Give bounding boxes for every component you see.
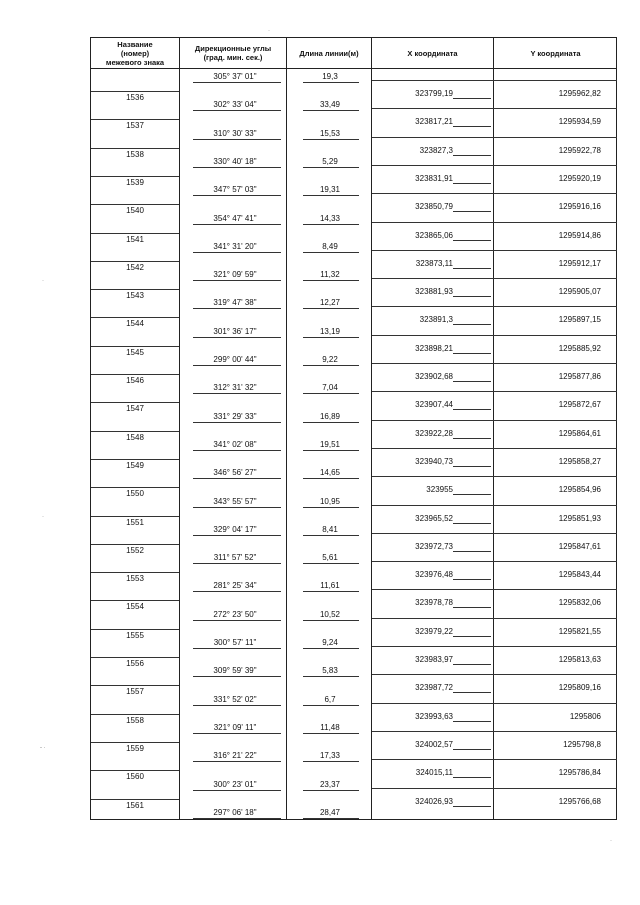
x-coordinate: 323850,79 (415, 202, 453, 212)
x-coordinate: 323799,19 (415, 89, 453, 98)
x-coordinate: 323922,28 (415, 428, 453, 438)
segment-length: 28,47 (319, 807, 341, 817)
mark-name: 1552 (126, 545, 144, 555)
table-row-divider (372, 306, 617, 307)
segment-angle: 354° 47' 41" (213, 213, 257, 223)
table-header-row (91, 38, 616, 69)
x-underline (453, 381, 491, 382)
segment-length: 12,27 (319, 298, 341, 308)
x-underline (453, 183, 491, 184)
x-coordinate: 323831,91 (415, 173, 453, 183)
column-divider (179, 38, 180, 819)
segment-angle: 331° 29' 33" (213, 411, 257, 421)
mark-name: 1541 (126, 234, 144, 244)
segment-length: 14,65 (319, 468, 341, 478)
y-coordinate: 1295922,78 (558, 145, 601, 155)
y-coordinate: 1295920,19 (558, 173, 601, 183)
segment-underline (303, 648, 359, 649)
segment-angle: 300° 57' 11" (213, 638, 257, 647)
table-row-divider (372, 335, 617, 336)
table-row-divider (91, 402, 179, 403)
mark-name: 1561 (126, 800, 144, 810)
y-coordinate: 1295864,61 (558, 428, 601, 438)
table-row-divider (91, 714, 179, 715)
segment-underline (303, 308, 359, 309)
y-coordinate: 1295786,84 (558, 768, 601, 778)
segment-angle: 329° 04' 17" (213, 524, 257, 534)
table-row-divider (91, 799, 179, 800)
segment-underline (193, 733, 281, 734)
scan-speck: · (610, 838, 612, 844)
segment-underline (303, 252, 359, 253)
table-row-divider (91, 204, 179, 205)
segment-underline (303, 535, 359, 536)
segment-length: 10,52 (319, 609, 341, 619)
table-row-divider (372, 731, 617, 732)
segment-underline (193, 393, 281, 394)
segment-underline (303, 139, 359, 140)
x-underline (453, 98, 491, 99)
segment-underline (303, 450, 359, 451)
table-row-divider (91, 261, 179, 262)
segment-underline (193, 761, 281, 762)
table-row-divider (372, 80, 617, 81)
segment-angle: 347° 57' 03" (213, 185, 257, 195)
segment-underline (193, 365, 281, 366)
x-coordinate: 323898,21 (415, 343, 453, 353)
table-row-divider (372, 108, 617, 109)
mark-name: 1546 (126, 376, 144, 385)
table-row-divider (372, 646, 617, 647)
scan-speck: · (42, 278, 44, 284)
table-row-divider (91, 289, 179, 290)
table-row-divider (372, 703, 617, 704)
y-coordinate: 1295962,82 (558, 89, 601, 98)
x-underline (453, 636, 491, 637)
table-row-divider (372, 420, 617, 421)
x-underline (453, 494, 491, 495)
segment-angle: 281° 25' 34" (213, 581, 257, 591)
table-row-divider (372, 193, 617, 194)
y-coordinate: 1295821,55 (558, 626, 601, 636)
segment-underline (193, 620, 281, 621)
y-coordinate: 1295832,06 (558, 598, 601, 608)
mark-name: 1543 (126, 291, 144, 301)
segment-underline (193, 478, 281, 479)
segment-underline (303, 591, 359, 592)
x-coordinate: 323865,06 (415, 230, 453, 240)
segment-underline (193, 450, 281, 451)
x-underline (453, 155, 491, 156)
segment-angle: 301° 36' 17" (213, 326, 257, 336)
segment-angle: 309° 59' 39" (213, 666, 257, 676)
y-coordinate: 1295912,17 (558, 258, 601, 268)
segment-angle: 316° 21' 22" (213, 751, 257, 761)
table-row-divider (91, 459, 179, 460)
table-row-divider (372, 788, 617, 789)
table-row-divider (91, 119, 179, 120)
segment-length: 11,32 (320, 270, 340, 280)
segment-underline (303, 478, 359, 479)
segment-length: 19,3 (322, 72, 338, 81)
y-coordinate: 1295872,67 (558, 400, 601, 410)
segment-underline (193, 563, 281, 564)
header-directional-angles: Дирекционные углы (град. мин. сек.) (194, 44, 272, 62)
table-row-divider (91, 317, 179, 318)
table-row-divider (91, 544, 179, 545)
header-y-coordinate: Y координата (530, 48, 581, 58)
mark-name: 1548 (126, 432, 144, 442)
y-coordinate: 1295885,92 (558, 343, 601, 353)
mark-name: 1556 (126, 659, 144, 668)
x-coordinate: 324002,57 (415, 739, 453, 749)
table-row-divider (91, 233, 179, 234)
x-underline (453, 268, 491, 269)
x-coordinate: 323902,68 (415, 372, 453, 381)
x-coordinate: 323817,21 (415, 117, 453, 127)
table-row-divider (372, 137, 617, 138)
mark-name: 1553 (126, 574, 144, 584)
segment-length: 8,41 (322, 524, 338, 534)
y-coordinate: 1295806 (569, 711, 601, 721)
table-row-divider (91, 148, 179, 149)
y-coordinate: 1295843,44 (558, 570, 601, 580)
x-coordinate: 323965,52 (415, 513, 453, 523)
segment-underline (303, 195, 359, 196)
mark-name: 1554 (126, 602, 144, 612)
mark-name: 1545 (126, 347, 144, 357)
x-coordinate: 323976,48 (415, 570, 453, 580)
segment-angle: 310° 30' 33" (213, 128, 257, 138)
segment-angle: 299° 00' 44" (213, 355, 257, 364)
table-row-divider (91, 572, 179, 573)
table-row-divider (91, 91, 179, 92)
table-row-divider (91, 487, 179, 488)
x-coordinate: 323955 (426, 485, 453, 495)
segment-underline (303, 818, 359, 819)
segment-length: 15,53 (319, 128, 341, 138)
table-row-divider (372, 448, 617, 449)
table-row-divider (91, 657, 179, 658)
table-row-divider (372, 363, 617, 364)
x-coordinate: 324026,93 (415, 796, 453, 806)
segment-underline (193, 224, 281, 225)
table-row-divider (91, 770, 179, 771)
table-row-divider (91, 629, 179, 630)
segment-angle: 319° 47' 38" (213, 298, 257, 308)
segment-underline (193, 705, 281, 706)
x-underline (453, 240, 491, 241)
segment-length: 23,37 (319, 779, 341, 789)
y-coordinate: 1295897,15 (558, 315, 601, 325)
x-underline (453, 523, 491, 524)
mark-name: 1536 (126, 93, 144, 102)
table-row-divider (372, 250, 617, 251)
segment-underline (303, 110, 359, 111)
header-x-coordinate: X координата (407, 48, 458, 58)
segment-underline (303, 705, 359, 706)
segment-underline (193, 591, 281, 592)
table-row-divider (372, 391, 617, 392)
segment-angle: 312° 31' 32" (213, 383, 257, 393)
table-row-divider (91, 742, 179, 743)
segment-length: 8,49 (322, 241, 338, 251)
x-underline (453, 438, 491, 439)
table-row-divider (372, 505, 617, 506)
segment-underline (193, 648, 281, 649)
table-row-divider (372, 674, 617, 675)
mark-name: 1540 (126, 206, 144, 216)
segment-underline (193, 422, 281, 423)
mark-name: 1542 (126, 262, 144, 272)
segment-underline (303, 280, 359, 281)
scan-speck: - · (40, 745, 46, 751)
x-coordinate: 323873,11 (415, 258, 453, 268)
mark-name: 1557 (126, 687, 144, 697)
segment-angle: 321° 09' 11" (213, 722, 257, 732)
segment-underline (193, 507, 281, 508)
x-underline (453, 409, 491, 410)
table-row-divider (91, 374, 179, 375)
x-coordinate: 323987,72 (415, 683, 453, 693)
segment-underline (303, 676, 359, 677)
segment-length: 11,61 (320, 581, 340, 591)
column-divider (286, 38, 287, 819)
segment-underline (303, 167, 359, 168)
x-coordinate: 323827,3 (419, 145, 453, 155)
segment-underline (303, 563, 359, 564)
segment-underline (193, 790, 281, 791)
mark-name: 1558 (126, 715, 144, 725)
segment-length: 5,29 (322, 156, 338, 166)
segment-underline (303, 507, 359, 508)
table-row-divider (91, 346, 179, 347)
x-coordinate: 323993,63 (415, 711, 453, 721)
segment-length: 19,51 (319, 439, 341, 449)
segment-angle: 331° 52' 02" (213, 694, 257, 704)
y-coordinate: 1295905,07 (558, 287, 601, 297)
x-underline (453, 664, 491, 665)
table-row-divider (372, 618, 617, 619)
segment-underline (193, 280, 281, 281)
segment-length: 14,33 (319, 213, 341, 223)
x-underline (453, 466, 491, 467)
segment-underline (193, 818, 281, 819)
x-underline (453, 551, 491, 552)
segment-underline (303, 337, 359, 338)
segment-angle: 297° 06' 18" (213, 807, 257, 817)
segment-underline (193, 337, 281, 338)
segment-length: 10,95 (319, 496, 341, 506)
table-row-divider (91, 516, 179, 517)
segment-underline (193, 535, 281, 536)
segment-length: 11,48 (320, 722, 340, 732)
y-coordinate: 1295798,8 (563, 739, 601, 749)
y-coordinate: 1295914,86 (558, 230, 601, 240)
table-row-divider (372, 589, 617, 590)
segment-underline (303, 761, 359, 762)
segment-underline (303, 620, 359, 621)
segment-length: 16,89 (319, 411, 341, 421)
segment-underline (303, 365, 359, 366)
segment-length: 13,19 (319, 326, 341, 336)
table-row-divider (372, 165, 617, 166)
mark-name: 1550 (126, 489, 144, 499)
x-coordinate: 324015,11 (415, 768, 453, 778)
scan-speck: · (42, 514, 44, 520)
x-underline (453, 692, 491, 693)
x-coordinate: 323891,3 (419, 315, 453, 325)
segment-underline (303, 790, 359, 791)
segment-angle: 346° 56' 27" (213, 468, 257, 478)
y-coordinate: 1295813,63 (558, 655, 601, 664)
segment-underline (303, 733, 359, 734)
segment-length: 33,49 (319, 100, 341, 110)
mark-name: 1549 (126, 460, 144, 470)
table-row-divider (91, 431, 179, 432)
table-row-divider (372, 222, 617, 223)
x-underline (453, 721, 491, 722)
segment-length: 6,7 (324, 694, 336, 704)
table-row-divider (91, 176, 179, 177)
boundary-coordinates-table (90, 37, 617, 820)
table-row-divider (372, 476, 617, 477)
mark-name: 1559 (126, 743, 144, 753)
table-row-divider (372, 278, 617, 279)
segment-angle: 341° 31' 20" (213, 241, 257, 251)
mark-name: 1538 (126, 149, 144, 159)
mark-name: 1537 (126, 121, 144, 131)
table-row-divider (91, 685, 179, 686)
y-coordinate: 1295916,16 (558, 202, 601, 212)
segment-underline (193, 252, 281, 253)
segment-angle: 302° 33' 04" (213, 100, 257, 110)
x-underline (453, 324, 491, 325)
segment-angle: 321° 09' 59" (213, 270, 257, 280)
x-underline (453, 749, 491, 750)
y-coordinate: 1295851,93 (558, 513, 601, 523)
y-coordinate: 1295854,96 (558, 485, 601, 495)
segment-underline (303, 393, 359, 394)
mark-name: 1547 (126, 404, 144, 414)
segment-length: 5,61 (322, 553, 338, 563)
table-row-divider (372, 759, 617, 760)
y-coordinate: 1295809,16 (558, 683, 601, 693)
segment-underline (193, 110, 281, 111)
segment-length: 5,83 (322, 666, 338, 676)
segment-underline (193, 82, 281, 83)
segment-length: 9,24 (322, 638, 338, 647)
segment-angle: 341° 02' 08" (213, 439, 257, 449)
segment-angle: 272° 23' 50" (213, 609, 257, 619)
table-row-divider (372, 533, 617, 534)
header-line-length: Длина линии(м) (299, 48, 359, 58)
segment-angle: 343° 55' 57" (213, 496, 257, 506)
x-coordinate: 323972,73 (415, 541, 453, 551)
segment-angle: 305° 37' 01" (213, 72, 257, 81)
table-row-divider (91, 600, 179, 601)
y-coordinate: 1295766,68 (558, 796, 601, 806)
x-coordinate: 323979,22 (415, 626, 453, 636)
segment-underline (193, 195, 281, 196)
segment-angle: 330° 40' 18" (213, 156, 257, 166)
segment-underline (303, 422, 359, 423)
x-underline (453, 296, 491, 297)
mark-name: 1560 (126, 772, 144, 782)
segment-underline (193, 167, 281, 168)
table-row-divider (372, 561, 617, 562)
segment-length: 17,33 (319, 751, 341, 761)
segment-underline (303, 82, 359, 83)
x-underline (453, 353, 491, 354)
segment-length: 19,31 (319, 185, 341, 195)
mark-name: 1555 (126, 630, 144, 640)
x-underline (453, 126, 491, 127)
segment-length: 7,04 (322, 383, 338, 393)
segment-length: 9,22 (322, 355, 338, 364)
y-coordinate: 1295858,27 (558, 456, 601, 466)
segment-underline (193, 139, 281, 140)
mark-name: 1551 (126, 517, 144, 527)
segment-underline (303, 224, 359, 225)
x-coordinate: 323983,97 (415, 655, 453, 664)
segment-angle: 311° 57' 52" (213, 553, 257, 563)
x-coordinate: 323881,93 (415, 287, 453, 297)
x-underline (453, 777, 491, 778)
x-coordinate: 323907,44 (415, 400, 453, 410)
x-underline (453, 607, 491, 608)
y-coordinate: 1295934,59 (558, 117, 601, 127)
y-coordinate: 1295877,86 (558, 372, 601, 381)
x-coordinate: 323978,78 (415, 598, 453, 608)
mark-name: 1539 (126, 177, 144, 187)
segment-underline (193, 676, 281, 677)
y-coordinate: 1295847,61 (558, 541, 601, 551)
segment-underline (193, 308, 281, 309)
mark-name: 1544 (126, 319, 144, 329)
header-mark-name: Название (номер) межевого знака (105, 39, 165, 67)
scan-speck: · (268, 28, 270, 34)
segment-angle: 300° 23' 01" (213, 779, 257, 789)
x-underline (453, 211, 491, 212)
x-underline (453, 806, 491, 807)
x-underline (453, 579, 491, 580)
x-coordinate: 323940,73 (415, 456, 453, 466)
